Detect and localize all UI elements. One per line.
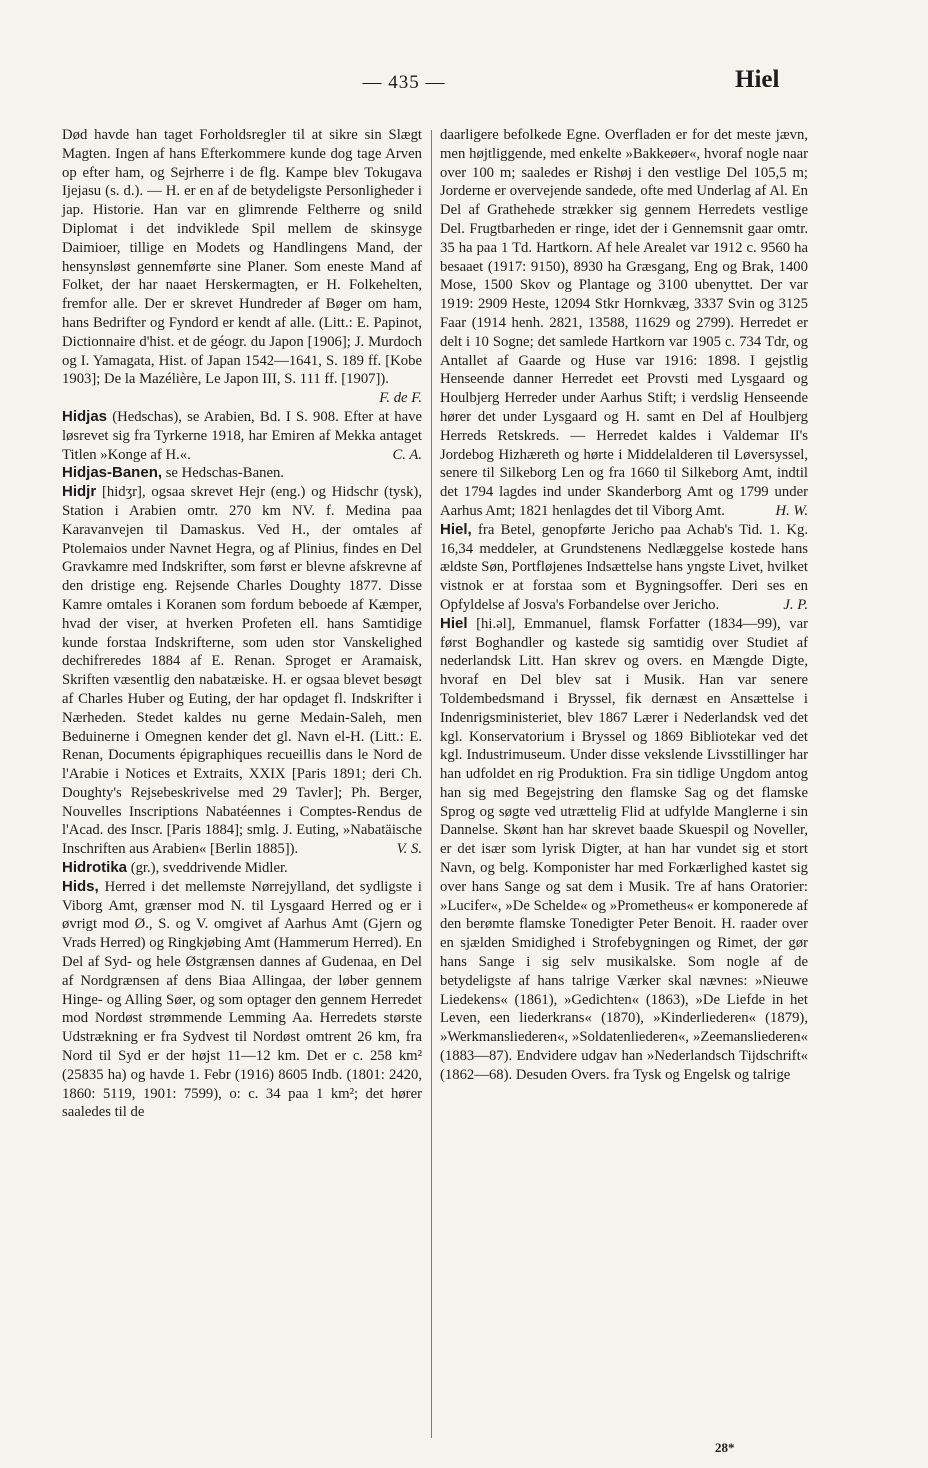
- entry-hidjas: [62, 408, 422, 464]
- headword: Hidrotika: [62, 859, 128, 877]
- column-rule: [431, 130, 432, 1438]
- entry-continuation: [62, 126, 422, 407]
- author-signature: V. S.: [396, 841, 422, 858]
- right-column: [440, 126, 808, 1085]
- entry-text: daarligere befolkede Egne. Overfladen er for det meste jævn, men højtliggende, med enkelte »Bakkeøer«, hvoraf nogle naar over 100 m; saaledes er Rishøj i den vestlige Del 105,5 m; Jorderne er overvejende sandede, ofte med Underlag af Al. En Del af Grathehede strækker sig gennem Herredets vestlige Del. Frugtbarheden er ringe, idet der i Gennemsnit gaar omtr. 35 ha paa 1 Td. Hartkorn. Af hele Arealet var 1912 c. 9560 ha besaaet (1917: 9150), 8930 ha Græsgang, Eng og Brak, 1400 Mose, 1500 Skov og Plantage og 3100 ubenyttet. Der var 1919: 2909 Heste, 12094 Stkr Hornkvæg, 3337 Svin og 3125 Faar (1914 henh. 2821, 13588, 11629 og 2799). Herredet er delt i 10 Sogne; det samlede Hartkorn var 1905 c. 734 Tdr, og Antallet af Gaarde og Huse var 1916: 1898. I gejstlig Henseende danner Herredet eet Provsti med Lysgaard og Houlbjerg Herreder under Aarhus Stift; i verdslig Henseende hører det under Lysgaard og H. samt en Del af Houlbjerg Herreds Retskreds. — Herredet kaldes i Valdemar II's Jordebog Hizhæreth og hørte i Middelalderen til Løversyssel, senere til Silkeborg Len og fra 1660 til Silkeborg Amt, indtil det 1794 lagdes ind under Skanderborg Amt og 1799 under Aarhus Amt; 1821 henlagdes det til Viborg Amt.: [440, 127, 808, 519]
- entry-continuation: [440, 126, 808, 521]
- author-signature: F. de F.: [379, 390, 422, 407]
- headword: Hids,: [62, 877, 99, 895]
- entry-hiel-emmanuel: [440, 615, 808, 1085]
- running-head: Hiel: [735, 66, 780, 93]
- entry-hidrotika: [62, 859, 422, 878]
- entry-text: [hi.ǝl], Emmanuel, flamsk Forfatter (1834—99), var først Boghandler og kastede sig samtidig over Studiet af nederlandsk Litt. Han skrev og overs. en Mængde Digte, hvoraf en Del blev sat i Musik. Han var senere Toldembedsmand i Bryssel, fik dernæst en Ansættelse i Indenrigsministeriet, blev 1867 Lærer i Nederlandsk ved det kgl. Konservatorium i Bryssel og 1869 Bibliotekar ved det kgl. Industrimuseum. Under disse vekslende Livsstillinger har han udfoldet en rig Produktion. Fra sin tidlige Ungdom antog han sig med Begejstring den flamske Sag og det flamske Sprog og søgte ved utrættelig Flid at udfylde Manglerne i sin Dannelse. Skønt han har skrevet baade Skuespil og Noveller, er det især som lyrisk Digter, at han har vundet sig et stort Navn, og belg. Komponister har med Forkærlighed kastet sig over hans Sange og sat dem i Musik. Tre af hans Oratorier: »Lucifer«, »De Schelde« og »Prometheus« er komponerede af den berømte flamske Tonedigter Peter Benoit. H. raader over en sjælden Smidighed i Strofebygningen og Rimet, der gør hans Sange i sig selv musikalske. Som nogle af de betydeligste af hans talrige Værker skal nævnes: »Nieuwe Liedekens« (1861), »Gedichten« (1863), »De Liefde in het Leven, een liederkrans« (1870), »Kinderliederen« (1879), »Werkmansliederen«, »Soldatenliederen«, »Zeemansliederen« (1883—87). Endvidere udgav han »Nederlandsch Tijdschrift« (1862—68). Desuden Overs. fra Tysk og Engelsk og talrige: [440, 615, 808, 1083]
- author-signature: C. A.: [392, 446, 422, 463]
- entry-text: (Hedschas), se Arabien, Bd. I S. 908. Efter at have løsrevet sig fra Tyrkerne 1918, har Emiren af Mekka antaget Titlen »Konge af H.«.: [62, 408, 422, 463]
- signature-mark: 28*: [715, 1440, 735, 1455]
- entry-text: fra Betel, genopførte Jericho paa Achab's Tid. 1. Kg. 16,34 meddeler, at Grundstenens Nedlæggelse kostede hans ældste Søn, Portfløjenes Indsættelse hans yngste Livet, hvilket vistnok er at forstaa som et Bygningsoffer. Deri ses en Opfyldelse af Josva's Forbandelse over Jericho.: [440, 521, 808, 613]
- page-number: — 435 —: [362, 72, 446, 93]
- entry-hidjr: [62, 483, 422, 859]
- headword: Hiel: [440, 614, 468, 632]
- headword: Hidjas-Banen,: [62, 464, 163, 482]
- headword: Hiel,: [440, 520, 472, 538]
- entry-hiel-betel: [440, 521, 808, 615]
- entry-hidjas-banen: [62, 464, 422, 483]
- entry-hids: [62, 878, 422, 1122]
- headword: Hidjr: [62, 483, 97, 501]
- entry-text: se Hedschas-Banen.: [162, 465, 284, 482]
- author-signature: J. P.: [783, 596, 808, 613]
- entry-text: Død havde han taget Forholdsregler til at sikre sin Slægt Magten. Ingen af hans Efterkommere kunde dog tage Arven op efter ham, og Sejrherre i de flg. Kampe blev Tokugava Ijejasu (s. d.). — H. er en af de betydeligste Personligheder i jap. Historie. Han var en glimrende Feltherre og snild Diplomat i det indviklede Spil mellem de skinsyge Daimioer, tillige en Modets og Handlingens Mand, der hensynsløst gennemførte sine Planer. Som eneste Mand af Folket, der har naaet Herskermagten, er H. Folkehelten, fremfor alle. Der er skrevet Hundreder af Bøger om ham, hans Bedrifter og Fyndord er kendt af alle. (Litt.: E. Papinot, Dictionnaire d'hist. et de géogr. du Japon [1906]; J. Murdoch og I. Yamagata, Hist. of Japan 1542—1641, S. 189 ff. [Kobe 1903]; De la Mazélière, Le Japon III, S. 111 ff. [1907]).: [62, 127, 422, 388]
- headword: Hidjas: [62, 407, 108, 425]
- author-signature: H. W.: [775, 502, 808, 519]
- entry-text: [hidʒr], ogsaa skrevet Hejr (eng.) og Hidschr (tysk), Station i Arabien omtr. 270 km NV. f. Medina paa Karavanvejen til Damaskus. Ved H., der omtales af Ptolemaios under Navnet Hegra, og af Plinius, findes en Del Gravkamre med Indskrifter, som først er blevne afskrevne af den dristige eng. Rejsende Charles Doughty 1877. Disse Kamre omtales i Koranen som fordum beboede af Kæmper, hvad der viser, at hverken Profeten ell. hans Samtidige kunde forstaa Indskrifterne, som uden stor Vanskelighed dechifreredes 1884 af E. Renan. Sproget er Aramaisk, Skriften væsentlig den nabatæiske. H. er ogsaa blevet besøgt af Charles Huber og Euting, der har opdaget fl. Indskrifter i Nærheden. Stedet kaldes nu gerne Medain-Saleh, men Beduinerne i Omegnen kender det gl. Navn el-H. (Litt.: E. Renan, Documents épigraphiques recueillis dans le Nord de l'Arabie i Notices et Extraits, XXIX [Paris 1891; deri Ch. Doughty's Rejsebeskrivelse med 29 Tavler]; Ph. Berger, Nouvelles Inscriptions Nabatéennes i Comptes-Rendus de l'Acad. des Inscr. [Paris 1884]; smlg. J. Euting, »Nabatäische Inschriften aus Arabien« [Berlin 1885]).: [62, 484, 422, 858]
- entry-text: (gr.), sveddrivende Midler.: [127, 860, 288, 877]
- left-column: [62, 126, 422, 1122]
- entry-text: Herred i det mellemste Nørrejylland, det sydligste i Viborg Amt, grænser mod N. til Lysgaard Herred og er i øvrigt mod Ø., S. og V. omgivet af Aarhus Amt (Gjern og Vrads Herred) og Ringkjøbing Amt (Hammerum Herred). En Del af Syd- og hele Østgrænsen dannes af Gudenaa, en Del af Nordgrænsen af dens Biaa Allingaa, der løber gennem Hinge- og Alling Søer, og som optager den gennem Herredet mod Nordøst strømmende Lemming Aa. Herredets største Udstrækning er fra Sydvest til Nordøst omtrent 26 km, fra Nord til Syd er der højst 11—12 km. Det er c. 258 km² (25835 ha) og havde 1. Febr (1916) 8605 Indb. (1801: 2420, 1860: 5119, 1901: 7599), o: c. 34 paa 1 km²; det hører saaledes til de: [62, 878, 422, 1121]
